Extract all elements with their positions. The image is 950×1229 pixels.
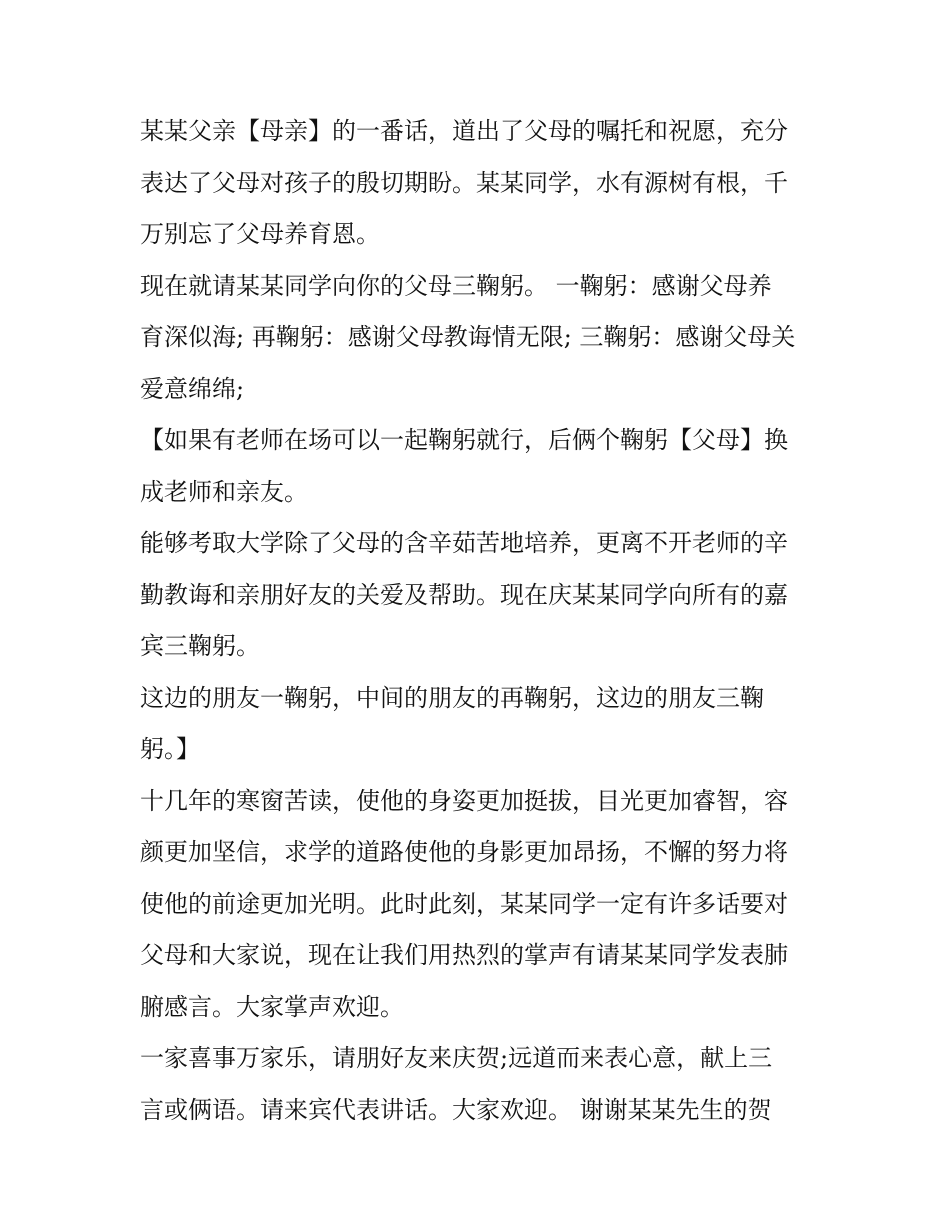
text-line: 一家喜事万家乐，请朋好友来庆贺;远道而来表心意，献上三 bbox=[140, 1044, 773, 1072]
text-line: 颜更加坚信，求学的道路使他的身影更加昂扬，不懈的努力将 bbox=[140, 838, 788, 866]
text-line: 【如果有老师在场可以一起鞠躬就行，后俩个鞠躬【父母】换 bbox=[140, 426, 788, 454]
text-line: 十几年的寒窗苦读，使他的身姿更加挺拔，目光更加睿智，容 bbox=[140, 786, 788, 815]
paragraph-parent-speech bbox=[140, 106, 816, 261]
text-line: 能够考取大学除了父母的含辛茹苦地培养，更离不开老师的辛 bbox=[140, 529, 788, 557]
text-line: 宾三鞠躬。 bbox=[140, 632, 260, 660]
text-line: 某某父亲【母亲】的一番话，道出了父母的嘱托和祝愿，充分 bbox=[140, 117, 788, 145]
text-line: 躬。】 bbox=[140, 735, 200, 763]
paragraph-guest-speech bbox=[140, 1033, 816, 1136]
text-line: 言或俩语。请来宾代表讲话。大家欢迎。 谢谢某某先生的贺 bbox=[140, 1095, 772, 1124]
text-line: 腑感言。大家掌声欢迎。 bbox=[140, 992, 404, 1021]
text-line: 爱意绵绵; bbox=[140, 374, 245, 403]
text-line: 父母和大家说，现在让我们用热烈的掌声有请某某同学发表肺 bbox=[140, 941, 788, 969]
text-line: 这边的朋友一鞠躬，中间的朋友的再鞠躬，这边的朋友三鞠 bbox=[140, 683, 764, 712]
text-line: 现在就请某某同学向你的父母三鞠躬。 一鞠躬：感谢父母养 bbox=[140, 271, 772, 300]
text-line: 育深似海; 再鞠躬：感谢父母教诲情无限; 三鞠躬：感谢父母关 bbox=[140, 323, 796, 351]
paragraph-friends-bow bbox=[140, 673, 816, 776]
paragraph-teacher-note bbox=[140, 415, 816, 518]
text-line: 表达了父母对孩子的殷切期盼。某某同学，水有源树有根，千 bbox=[140, 168, 788, 197]
text-line: 成老师和亲友。 bbox=[140, 477, 308, 506]
paragraph-bow-to-guests bbox=[140, 518, 816, 673]
text-line: 万别忘了父母养育恩。 bbox=[140, 220, 380, 248]
text-line: 使他的前途更加光明。此时此刻，某某同学一定有许多话要对 bbox=[140, 889, 788, 918]
text-line: 勤教诲和亲朋好友的关爱及帮助。现在庆某某同学向所有的嘉 bbox=[140, 580, 788, 609]
paragraph-bow-to-parents bbox=[140, 261, 816, 416]
paragraph-student-speech bbox=[140, 776, 816, 1034]
document-body bbox=[140, 106, 816, 1136]
